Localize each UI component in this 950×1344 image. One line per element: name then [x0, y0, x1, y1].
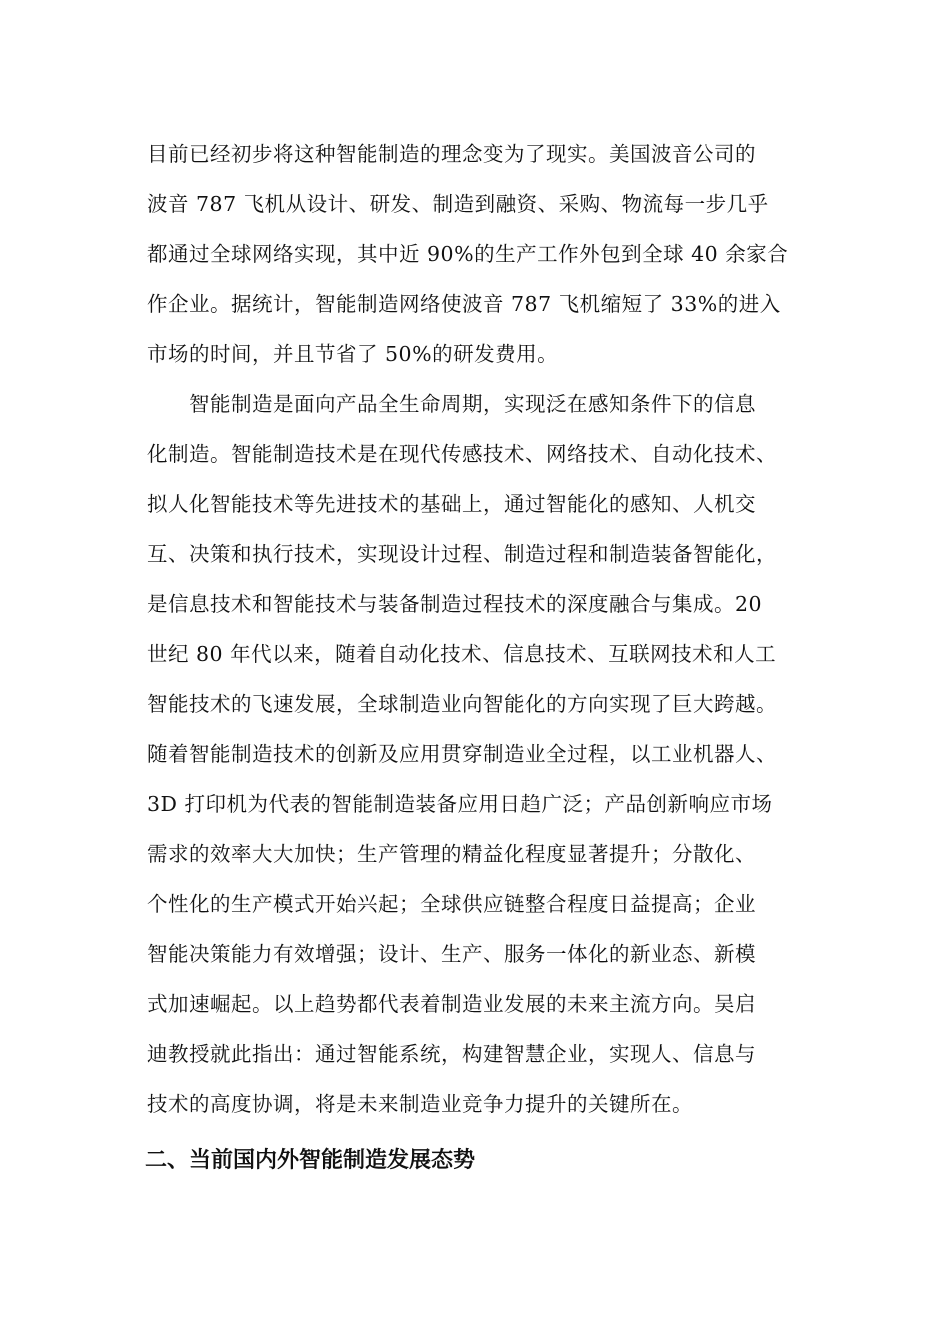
text-line: 世纪 80 年代以来，随着自动化技术、信息技术、互联网技术和人工 — [147, 642, 777, 666]
text-line: 需求的效率大大加快；生产管理的精益化程度显著提升；分散化、 — [147, 842, 756, 866]
section-heading: 二、当前国内外智能制造发展态势 — [145, 1148, 476, 1173]
text-line: 都通过全球网络实现，其中近 90%的生产工作外包到全球 40 余家合 — [147, 242, 789, 266]
text-line: 个性化的生产模式开始兴起；全球供应链整合程度日益提高；企业 — [147, 892, 756, 916]
text-line: 式加速崛起。以上趋势都代表着制造业发展的未来主流方向。吴启 — [147, 992, 756, 1016]
text-line: 市场的时间，并且节省了 50%的研发费用。 — [147, 342, 559, 366]
text-line: 互、决策和执行技术，实现设计过程、制造过程和制造装备智能化， — [147, 542, 777, 566]
text-line: 智能决策能力有效增强；设计、生产、服务一体化的新业态、新模 — [147, 942, 756, 966]
text-line: 3D 打印机为代表的智能制造装备应用日趋广泛；产品创新响应市场 — [147, 792, 773, 816]
text-line: 智能制造是面向产品全生命周期，实现泛在感知条件下的信息 — [189, 392, 756, 416]
text-line: 随着智能制造技术的创新及应用贯穿制造业全过程，以工业机器人、 — [147, 742, 777, 766]
text-line: 是信息技术和智能技术与装备制造过程技术的深度融合与集成。20 — [147, 592, 763, 616]
text-line: 波音 787 飞机从设计、研发、制造到融资、采购、物流每一步几乎 — [147, 192, 769, 216]
text-line: 化制造。智能制造技术是在现代传感技术、网络技术、自动化技术、 — [147, 442, 777, 466]
text-line: 目前已经初步将这种智能制造的理念变为了现实。美国波音公司的 — [147, 142, 756, 166]
text-line: 作企业。据统计，智能制造网络使波音 787 飞机缩短了 33%的进入 — [147, 292, 781, 316]
text-line: 智能技术的飞速发展，全球制造业向智能化的方向实现了巨大跨越。 — [147, 692, 777, 716]
text-line: 技术的高度协调，将是未来制造业竞争力提升的关键所在。 — [147, 1092, 693, 1116]
text-line: 迪教授就此指出：通过智能系统，构建智慧企业，实现人、信息与 — [147, 1042, 756, 1066]
text-line: 拟人化智能技术等先进技术的基础上，通过智能化的感知、人机交 — [147, 492, 756, 516]
